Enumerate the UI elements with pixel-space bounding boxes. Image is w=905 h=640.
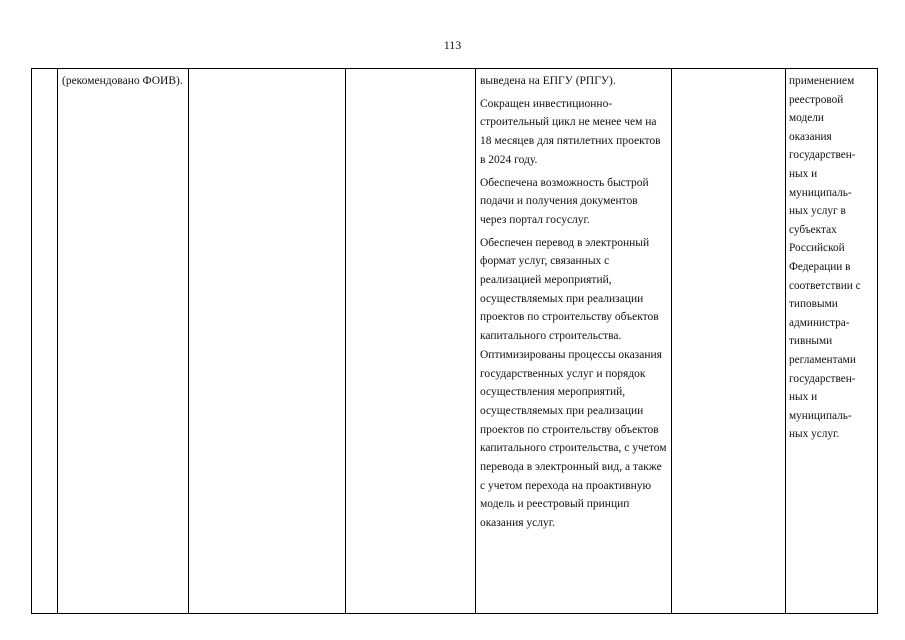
model-line: типовыми bbox=[789, 298, 838, 311]
content-table bbox=[31, 68, 878, 614]
model-line: государствен- bbox=[789, 149, 856, 162]
model-line: администра- bbox=[789, 316, 850, 329]
model-line: ных услуг. bbox=[789, 428, 840, 441]
results-text bbox=[476, 69, 671, 533]
results-paragraph-4: Обеспечен перевод в электронный формат услуг, связанных с реализацией мероприятий, осуществляемых при реализации проектов по строительству объектов капитального строительства. bbox=[480, 236, 659, 343]
model-line: модели bbox=[789, 112, 824, 125]
model-line: регламентами bbox=[789, 353, 856, 366]
results-paragraph-1: выведена на ЕПГУ (РПГУ). bbox=[480, 75, 616, 87]
model-line: соответствии с bbox=[789, 279, 861, 292]
page-number: 113 bbox=[443, 38, 462, 52]
model-line: муниципаль- bbox=[789, 186, 852, 199]
table-cell-recommendation bbox=[58, 69, 189, 614]
model-line: ных услуг в bbox=[789, 205, 846, 218]
model-line: субъектах bbox=[789, 223, 837, 236]
recommendation-text: (рекомендовано ФОИВ). bbox=[62, 75, 183, 87]
model-line: муниципаль- bbox=[789, 409, 852, 422]
results-paragraph-5: Оптимизированы процессы оказания государственных услуг и порядок осуществления мероприятий, осуществляемых при реализации проектов по строительству объектов капитального строительства, с учетом перевода в электронный вид, а также с учетом перехода на проактивную модель и реестровый принцип оказания услуг. bbox=[480, 348, 667, 530]
model-line: ных и bbox=[789, 391, 818, 404]
results-paragraph-3: Обеспечена возможность быстрой подачи и получения документов через портал госуслуг. bbox=[480, 176, 649, 226]
table-cell-empty-1 bbox=[189, 69, 346, 614]
model-line: оказания bbox=[789, 130, 832, 143]
model-line: реестровой bbox=[789, 93, 844, 106]
model-line: Федерации в bbox=[789, 260, 851, 273]
table-row bbox=[32, 69, 878, 614]
model-line: ных и bbox=[789, 167, 818, 180]
model-text bbox=[786, 69, 877, 444]
model-line: применением bbox=[789, 75, 855, 87]
model-line: Российской bbox=[789, 242, 845, 255]
table-cell-results bbox=[476, 69, 672, 614]
results-paragraph-2: Сокращен инвестиционно-строительный цикл не менее чем на 18 месяцев для пятилетних проектов в 2024 году. bbox=[480, 97, 661, 166]
table-cell-empty-3 bbox=[672, 69, 786, 614]
table-cell-index bbox=[32, 69, 58, 614]
model-line: тивными bbox=[789, 335, 833, 348]
table-cell-model bbox=[786, 69, 878, 614]
model-line: государствен- bbox=[789, 372, 856, 385]
table-cell-empty-2 bbox=[346, 69, 476, 614]
